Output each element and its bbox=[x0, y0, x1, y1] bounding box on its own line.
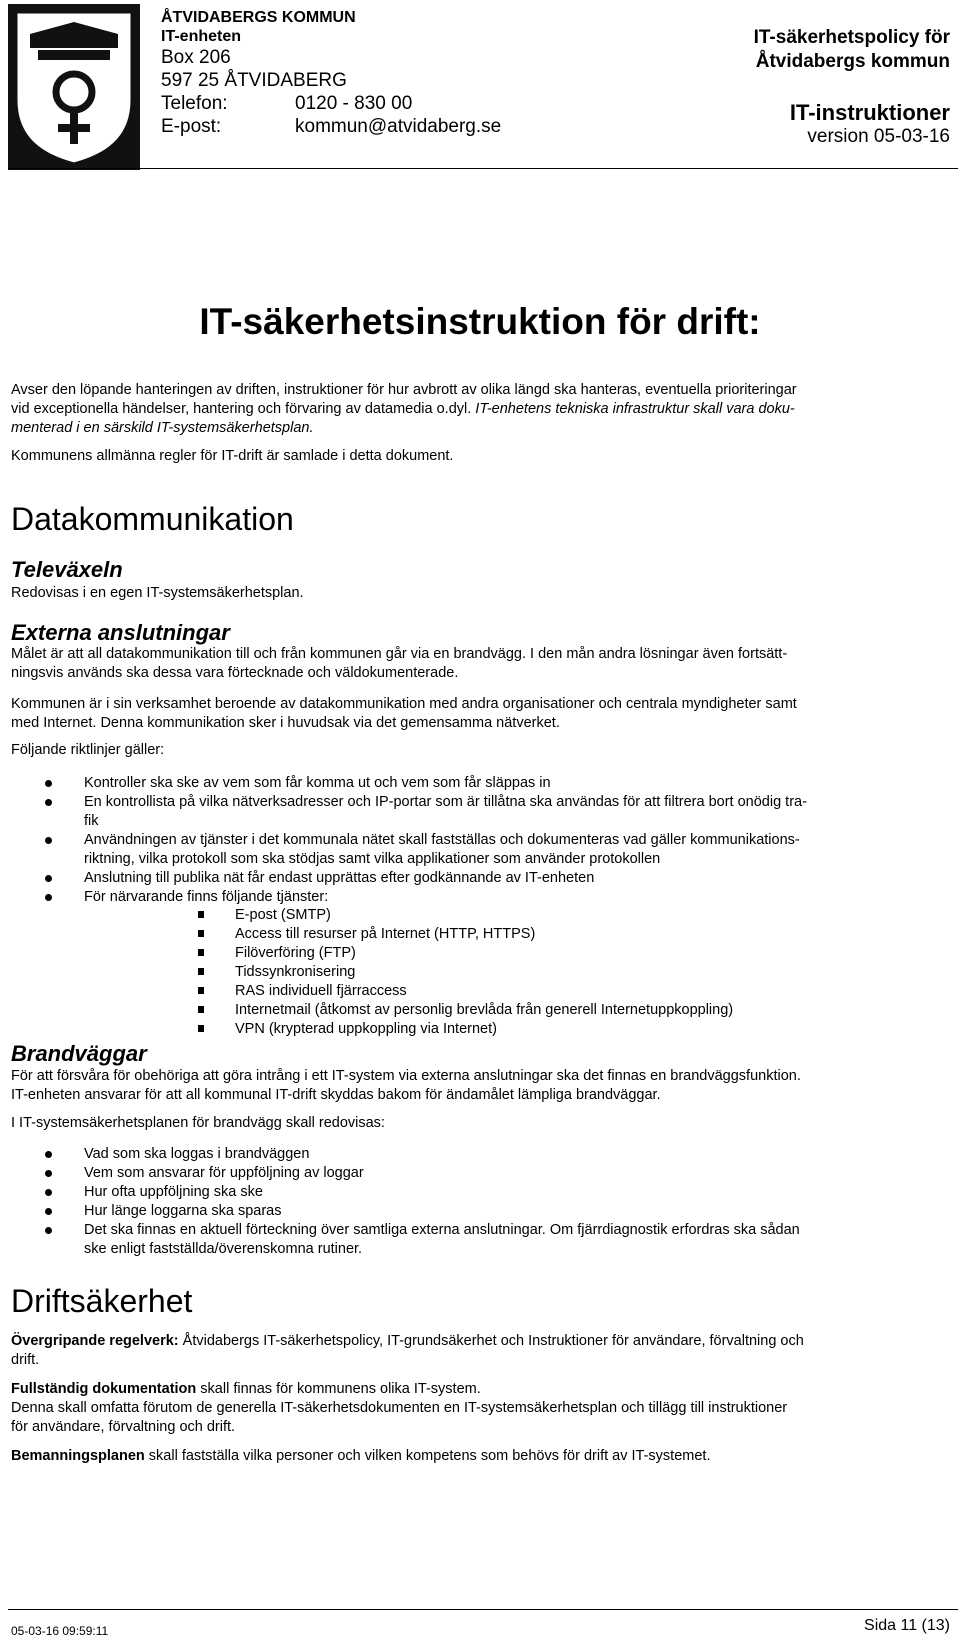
subheading-brandvaggar: Brandväggar bbox=[11, 1041, 147, 1066]
text-line: Denna skall omfatta förutom de generella IT-säkerhetsdokumenten en IT-systemsäkerhetsplan och tillägg till instruktioner bbox=[11, 1400, 788, 1416]
bold-term: Fullständig dokumentation bbox=[11, 1381, 197, 1397]
subheading-televaxeln: Televäxeln bbox=[11, 557, 123, 582]
square-bullet-icon bbox=[198, 949, 204, 956]
list-item bbox=[11, 1221, 951, 1259]
unit-name: IT-enheten bbox=[161, 28, 242, 45]
list-item-text: E-post (SMTP) bbox=[235, 907, 331, 923]
list-item-text: Vad som ska loggas i brandväggen bbox=[84, 1146, 310, 1162]
bullet-icon bbox=[45, 1208, 52, 1215]
footer-timestamp: 05-03-16 09:59:11 bbox=[11, 1624, 109, 1638]
text: Åtvidabergs IT-säkerhetspolicy, IT-grundsäkerhet och Instruktioner för användare, förvaltning och bbox=[178, 1333, 804, 1349]
list-item bbox=[11, 963, 951, 982]
square-bullet-icon bbox=[198, 968, 204, 975]
square-bullet-icon bbox=[198, 987, 204, 994]
externa-paragraph-1 bbox=[11, 645, 949, 683]
city-address: 597 25 ÅTVIDABERG bbox=[161, 70, 347, 91]
section-heading-datakommunikation: Datakommunikation bbox=[11, 501, 294, 537]
text-line: Målet är att all datakommunikation till och från kommunen går via en brandvägg. I den mån andra lösningar även fortsätt- bbox=[11, 646, 788, 662]
instructions-title bbox=[790, 100, 950, 148]
bullet-icon bbox=[45, 1170, 52, 1177]
list-item-text: Hur ofta uppföljning ska ske bbox=[84, 1184, 263, 1200]
brandvagg-list bbox=[11, 1145, 951, 1259]
driftsakerhet-paragraph-1 bbox=[11, 1332, 949, 1370]
bullet-icon bbox=[45, 875, 52, 882]
square-bullet-icon bbox=[198, 1006, 204, 1013]
externa-paragraph-2 bbox=[11, 695, 949, 733]
square-bullet-icon bbox=[198, 1025, 204, 1032]
email-row bbox=[161, 115, 501, 138]
list-item-text: Access till resurser på Internet (HTTP, HTTPS) bbox=[235, 926, 536, 942]
intro-line: Avser den löpande hanteringen av driften, instruktioner för hur avbrott av olika längd ska hanteras, eventuella prioriteringar bbox=[11, 382, 797, 398]
page-title: IT-säkerhetsinstruktion för drift: bbox=[199, 301, 761, 342]
org-name: ÅTVIDABERGS KOMMUN bbox=[161, 9, 356, 26]
square-bullet-icon bbox=[198, 911, 204, 918]
list-item bbox=[11, 888, 951, 907]
bullet-icon bbox=[45, 780, 52, 787]
list-item bbox=[11, 944, 951, 963]
text-line: drift. bbox=[11, 1352, 40, 1368]
section-heading-driftsakerhet: Driftsäkerhet bbox=[11, 1283, 193, 1319]
list-item-text: ske enligt fastställda/överenskomna rutiner. bbox=[84, 1241, 363, 1257]
list-item bbox=[11, 1145, 951, 1164]
driftsakerhet-paragraph-3 bbox=[11, 1447, 949, 1466]
list-item bbox=[11, 906, 951, 925]
list-item-text: En kontrollista på vilka nätverksadresser och IP-portar som är tillåtna ska användas för att filtrera bort onödig tra- bbox=[84, 794, 807, 810]
header-divider bbox=[8, 168, 958, 169]
bold-term: Övergripande regelverk: bbox=[11, 1333, 179, 1349]
list-item bbox=[11, 869, 951, 888]
text-line: Kommunen är i sin verksamhet beroende av datakommunikation med andra organisationer och centrala myndigheter samt bbox=[11, 696, 797, 712]
page-number: Sida 11 (13) bbox=[864, 1617, 950, 1634]
text-line bbox=[11, 1380, 949, 1399]
list-item bbox=[11, 831, 951, 869]
policy-title bbox=[754, 26, 950, 74]
version-label: version 05-03-16 bbox=[807, 126, 950, 147]
text: skall fastställa vilka personer och vilken kompetens som behövs för drift av IT-systemet. bbox=[144, 1448, 711, 1464]
text-line: med Internet. Denna kommunikation sker i huvudsak via det gemensamma nätverket. bbox=[11, 715, 560, 731]
bullet-icon bbox=[45, 1189, 52, 1196]
list-item-text: Användningen av tjänster i det kommunala nätet skall fastställas och dokumenteras vad gäller kommunikations- bbox=[84, 832, 800, 848]
bullet-icon bbox=[45, 1227, 52, 1234]
list-item bbox=[11, 774, 951, 793]
footer-divider bbox=[8, 1609, 958, 1610]
bullet-icon bbox=[45, 799, 52, 806]
list-item bbox=[11, 982, 951, 1001]
list-item bbox=[11, 1183, 951, 1202]
list-item bbox=[11, 1164, 951, 1183]
brandvaggar-paragraph-2: I IT-systemsäkerhetsplanen för brandvägg skall redovisas: bbox=[11, 1115, 385, 1131]
list-item-text: fik bbox=[84, 813, 99, 829]
list-item-text: Kontroller ska ske av vem som får komma ut och vem som får släppas in bbox=[84, 775, 551, 791]
intro-italic-text: IT-enhetens tekniska infrastruktur skall vara doku- bbox=[475, 401, 795, 417]
email-value: kommun@atvidaberg.se bbox=[295, 116, 502, 137]
text: skall finnas för kommunens olika IT-system. bbox=[196, 1381, 481, 1397]
intro-note: Kommunens allmänna regler för IT-drift är samlade i detta dokument. bbox=[11, 448, 454, 464]
list-item-text: Internetmail (åtkomst av personlig brevlåda från generell Internetuppkoppling) bbox=[235, 1002, 734, 1018]
list-item-text: För närvarande finns följande tjänster: bbox=[84, 889, 329, 905]
instructions-heading: IT-instruktioner bbox=[789, 100, 950, 125]
box-address: Box 206 bbox=[161, 47, 231, 68]
bullet-icon bbox=[45, 1151, 52, 1158]
list-item-text: VPN (krypterad uppkoppling via Internet) bbox=[235, 1021, 497, 1037]
text-line: För att försvåra för obehöriga att göra intrång i ett IT-system via externa anslutningar ska det finnas en brandväggsfunktion. bbox=[11, 1068, 801, 1084]
square-bullet-icon bbox=[198, 930, 204, 937]
intro-italic-text: menterad i en särskild IT-systemsäkerhetsplan. bbox=[11, 420, 314, 436]
list-item-text: RAS individuell fjärraccess bbox=[235, 983, 407, 999]
bold-term: Bemanningsplanen bbox=[11, 1448, 145, 1464]
bullet-icon bbox=[45, 837, 52, 844]
list-item-text: Hur länge loggarna ska sparas bbox=[84, 1203, 282, 1219]
phone-value: 0120 - 830 00 bbox=[295, 93, 413, 114]
email-label: E-post: bbox=[161, 116, 222, 137]
list-item bbox=[11, 1202, 951, 1221]
list-item-text: Anslutning till publika nät får endast upprättas efter godkännande av IT-enheten bbox=[84, 870, 595, 886]
brandvaggar-paragraph-1 bbox=[11, 1067, 949, 1105]
sender-address bbox=[161, 8, 501, 138]
services-list bbox=[11, 906, 951, 1039]
list-item-text: Vem som ansvarar för uppföljning av loggar bbox=[84, 1165, 364, 1181]
guidelines-list bbox=[11, 774, 951, 907]
intro-paragraph bbox=[11, 381, 949, 438]
list-item bbox=[11, 925, 951, 944]
municipal-coat-of-arms-logo bbox=[8, 4, 140, 170]
televaxeln-text: Redovisas i en egen IT-systemsäkerhetsplan. bbox=[11, 585, 304, 601]
bullet-icon bbox=[45, 894, 52, 901]
text-line: IT-enheten ansvarar för att all kommunal IT-drift skyddas bakom för ändamålet lämpliga brandväggar. bbox=[11, 1087, 661, 1103]
subheading-externa-anslutningar: Externa anslutningar bbox=[11, 620, 230, 645]
list-item-text: Det ska finnas en aktuell förteckning över samtliga externa anslutningar. Om fjärrdiagnostik erfordras ska sådan bbox=[84, 1222, 800, 1238]
driftsakerhet-paragraph-2 bbox=[11, 1380, 949, 1437]
list-item bbox=[11, 1001, 951, 1020]
text-line bbox=[11, 1332, 949, 1351]
intro-line bbox=[11, 400, 949, 419]
phone-row bbox=[161, 92, 501, 115]
list-item-text: riktning, vilka protokoll som ska stödjas samt vilka applikationer som använder protokollen bbox=[84, 851, 661, 867]
policy-title-line2: Åtvidabergs kommun bbox=[755, 51, 950, 72]
text-line: för användare, förvaltning och drift. bbox=[11, 1419, 236, 1435]
list-item bbox=[11, 1020, 951, 1039]
list-item-text: Filöverföring (FTP) bbox=[235, 945, 356, 961]
phone-label: Telefon: bbox=[161, 93, 228, 114]
list-item-text: Tidssynkronisering bbox=[235, 964, 356, 980]
list-item bbox=[11, 793, 951, 831]
intro-text: vid exceptionella händelser, hantering och förvaring av datamedia o.dyl. bbox=[11, 401, 476, 417]
policy-title-line1: IT-säkerhetspolicy för bbox=[753, 27, 950, 48]
text-line: ningsvis används ska dessa vara förtecknade och väldokumenterade. bbox=[11, 665, 459, 681]
guidelines-intro: Följande riktlinjer gäller: bbox=[11, 742, 165, 758]
